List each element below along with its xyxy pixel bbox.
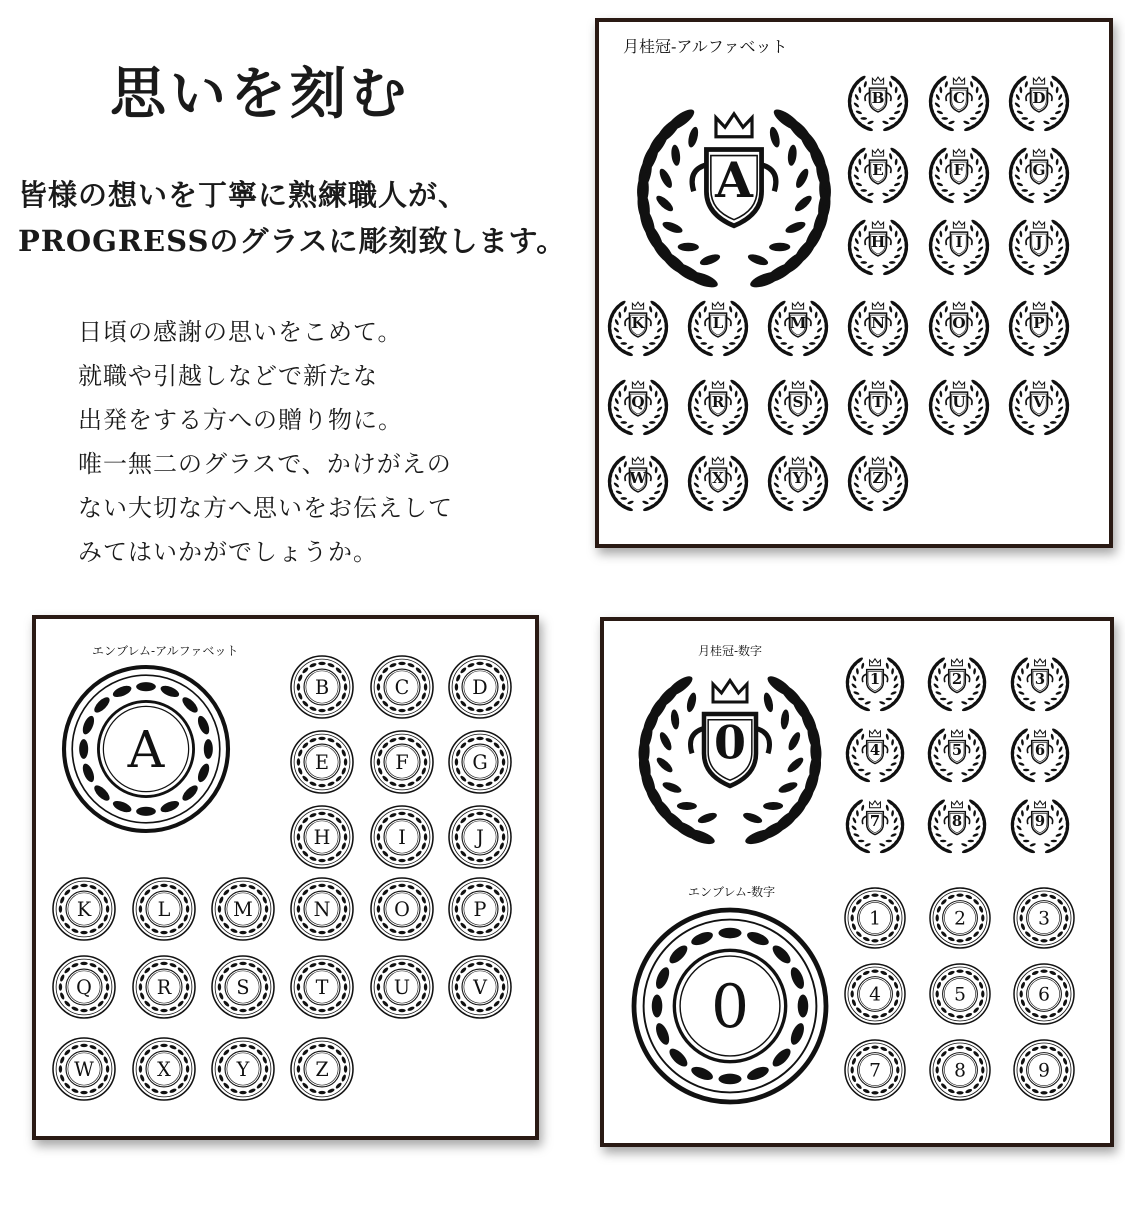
laurel-medallion-f [928, 147, 989, 204]
emblem-medallion-e [291, 731, 353, 793]
medallion-char: L [157, 897, 171, 921]
number-sheet [604, 621, 1110, 1143]
emblem-medallion-large [634, 910, 826, 1102]
laurel-medallion-4 [845, 727, 904, 783]
laurel-medallion-u [928, 379, 989, 436]
body-line: 日頃の感謝の思いをこめて。 [78, 318, 403, 346]
body-line: 出発をする方への贈り物に。 [78, 406, 403, 434]
medallion-char: 8 [951, 812, 963, 830]
medallion-char: F [395, 750, 409, 774]
panel-label: 月桂冠-数字 [698, 644, 763, 658]
emblem-medallion-v [449, 956, 511, 1018]
medallion-char: H [870, 232, 886, 251]
medallion-char: C [952, 88, 966, 107]
medallion-char: 8 [954, 1060, 966, 1082]
body-text [78, 310, 453, 574]
medallion-char: U [393, 975, 411, 999]
body-line: ない大切な方へ思いをお伝えして [78, 494, 453, 522]
medallion-char: Q [631, 392, 645, 411]
laurel-medallion-v [1008, 379, 1069, 436]
medallion-char: M [789, 313, 807, 332]
emblem-medallion-c [371, 656, 433, 718]
medallion-char: F [953, 160, 965, 179]
laurel-medallion-n [847, 300, 908, 357]
medallion-char: K [76, 897, 92, 921]
medallion-char: W [629, 468, 647, 487]
medallion-char: Z [315, 1057, 329, 1081]
medallion-char: 9 [1038, 1060, 1050, 1082]
medallion-char: 2 [954, 908, 966, 930]
medallion-char: U [952, 392, 966, 411]
laurel-medallion-z [847, 455, 908, 512]
medallion-char: X [157, 1057, 171, 1081]
medallion-char: V [473, 975, 487, 999]
medallion-char: 5 [954, 984, 966, 1006]
medallion-char: C [394, 675, 410, 699]
emblem-medallion-o [371, 878, 433, 940]
emblem-medallion-h [291, 806, 353, 868]
emblem-medallion-w [53, 1038, 115, 1100]
lead-line: PROGRESSのグラスに彫刻致します。 [18, 224, 567, 258]
page-heading: 思いを刻む [110, 61, 410, 127]
medallion-char: Q [76, 975, 92, 999]
laurel-medallion-1 [845, 656, 904, 712]
laurel-medallion-l [687, 300, 748, 357]
laurel-medallion-m [767, 300, 828, 357]
medallion-char: 6 [1034, 741, 1046, 759]
medallion-char: 0 [711, 973, 749, 1043]
medallion-char: D [472, 675, 488, 699]
medallion-char: S [792, 392, 804, 411]
body-line: 就職や引越しなどで新たな [78, 362, 378, 390]
medallion-char: E [314, 750, 330, 774]
emblem-medallion-5 [930, 964, 990, 1024]
emblem-medallion-9 [1014, 1040, 1074, 1100]
medallion-char: L [712, 313, 724, 332]
medallion-char: A [715, 151, 753, 209]
emblem-medallion-2 [930, 888, 990, 948]
medallion-char: K [631, 313, 645, 332]
emblem-alphabet-sheet [36, 619, 535, 1136]
laurel-medallion-r [687, 379, 748, 436]
laurel-medallion-k [607, 300, 668, 357]
medallion-char: Y [236, 1057, 250, 1081]
laurel-medallion-y [767, 455, 828, 512]
emblem-medallion-4 [845, 964, 905, 1024]
medallion-char: Y [792, 468, 804, 487]
medallion-char: P [473, 897, 487, 921]
emblem-medallion-i [371, 806, 433, 868]
laurel-medallion-e [847, 147, 908, 204]
medallion-char: 1 [869, 908, 881, 930]
medallion-char: D [1032, 88, 1046, 107]
emblem-medallion-1 [845, 888, 905, 948]
laurel-medallion-w [607, 455, 668, 512]
medallion-char: B [314, 675, 330, 699]
laurel-alphabet-panel [595, 18, 1113, 548]
medallion-char: G [472, 750, 488, 774]
medallion-char: P [1033, 313, 1045, 332]
emblem-medallion-n [291, 878, 353, 940]
medallion-char: R [156, 975, 172, 999]
emblem-medallion-s [212, 956, 274, 1018]
body-line: みてはいかがでしょうか。 [78, 538, 378, 566]
medallion-char: 4 [869, 984, 881, 1006]
emblem-alphabet-panel [32, 615, 539, 1140]
laurel-medallion-o [928, 300, 989, 357]
medallion-char: A [127, 720, 165, 780]
laurel-medallion-x [687, 455, 748, 512]
emblem-medallion-b [291, 656, 353, 718]
emblem-medallion-t [291, 956, 353, 1018]
emblem-medallion-x [133, 1038, 195, 1100]
laurel-medallion-3 [1010, 656, 1069, 712]
laurel-medallion-8 [927, 798, 986, 854]
emblem-medallion-7 [845, 1040, 905, 1100]
medallion-char: 7 [869, 1060, 881, 1082]
medallion-char: V [1033, 392, 1045, 411]
laurel-medallion-2 [927, 656, 986, 712]
emblem-medallion-f [371, 731, 433, 793]
medallion-char: 1 [869, 670, 881, 688]
emblem-medallion-k [53, 878, 115, 940]
body-line: 唯一無二のグラスで、かけがえの [78, 450, 452, 478]
number-panel [600, 617, 1114, 1147]
laurel-medallion-s [767, 379, 828, 436]
medallion-char: M [233, 897, 253, 921]
emblem-medallion-p [449, 878, 511, 940]
medallion-char: G [1032, 160, 1046, 179]
laurel-medallion-p [1008, 300, 1069, 357]
emblem-medallion-j [449, 806, 511, 868]
laurel-medallion-9 [1010, 798, 1069, 854]
medallion-char: 7 [869, 812, 881, 830]
emblem-medallion-u [371, 956, 433, 1018]
laurel-medallion-large [636, 106, 833, 291]
laurel-medallion-large [637, 673, 822, 847]
laurel-medallion-g [1008, 147, 1069, 204]
medallion-char: W [74, 1057, 94, 1081]
emblem-medallion-r [133, 956, 195, 1018]
laurel-medallion-h [847, 219, 908, 276]
medallion-char: 3 [1038, 908, 1050, 930]
medallion-char: 9 [1034, 812, 1046, 830]
laurel-medallion-c [928, 75, 989, 132]
laurel-alphabet-sheet [599, 22, 1109, 544]
medallion-char: J [476, 825, 484, 849]
lead-text [18, 172, 566, 264]
laurel-medallion-5 [927, 727, 986, 783]
medallion-char: Z [872, 468, 884, 487]
laurel-medallion-q [607, 379, 668, 436]
medallion-char: N [313, 897, 331, 921]
laurel-medallion-j [1008, 219, 1069, 276]
emblem-medallion-z [291, 1038, 353, 1100]
medallion-char: I [955, 232, 963, 251]
medallion-char: S [236, 975, 250, 999]
medallion-char: 4 [869, 741, 881, 759]
emblem-medallion-8 [930, 1040, 990, 1100]
panel-label: エンブレム-アルファベット [92, 644, 239, 658]
laurel-medallion-b [847, 75, 908, 132]
medallion-char: N [871, 313, 885, 332]
emblem-medallion-m [212, 878, 274, 940]
emblem-medallion-3 [1014, 888, 1074, 948]
medallion-char: 6 [1038, 984, 1050, 1006]
laurel-medallion-6 [1010, 727, 1069, 783]
emblem-medallion-y [212, 1038, 274, 1100]
medallion-char: T [315, 975, 329, 999]
medallion-char: O [394, 897, 410, 921]
emblem-medallion-6 [1014, 964, 1074, 1024]
medallion-char: B [871, 88, 885, 107]
emblem-medallion-l [133, 878, 195, 940]
panel-label: 月桂冠-アルファベット [623, 37, 788, 56]
panel-label: エンブレム-数字 [688, 885, 776, 899]
medallion-char: H [313, 825, 331, 849]
medallion-char: I [398, 825, 406, 849]
laurel-medallion-7 [845, 798, 904, 854]
medallion-char: E [872, 160, 884, 179]
emblem-medallion-large [64, 667, 228, 831]
medallion-char: 2 [951, 670, 963, 688]
medallion-char: 0 [713, 715, 747, 770]
medallion-char: T [872, 392, 884, 411]
medallion-char: O [952, 313, 966, 332]
medallion-char: 5 [951, 741, 963, 759]
medallion-char: R [711, 392, 725, 411]
medallion-char: J [1035, 232, 1043, 251]
laurel-medallion-t [847, 379, 908, 436]
emblem-medallion-g [449, 731, 511, 793]
medallion-char: 3 [1034, 670, 1046, 688]
emblem-medallion-q [53, 956, 115, 1018]
emblem-medallion-d [449, 656, 511, 718]
medallion-char: X [712, 468, 724, 487]
lead-line: 皆様の想いを丁寧に熟練職人が、 [18, 178, 469, 212]
laurel-medallion-d [1008, 75, 1069, 132]
laurel-medallion-i [928, 219, 989, 276]
